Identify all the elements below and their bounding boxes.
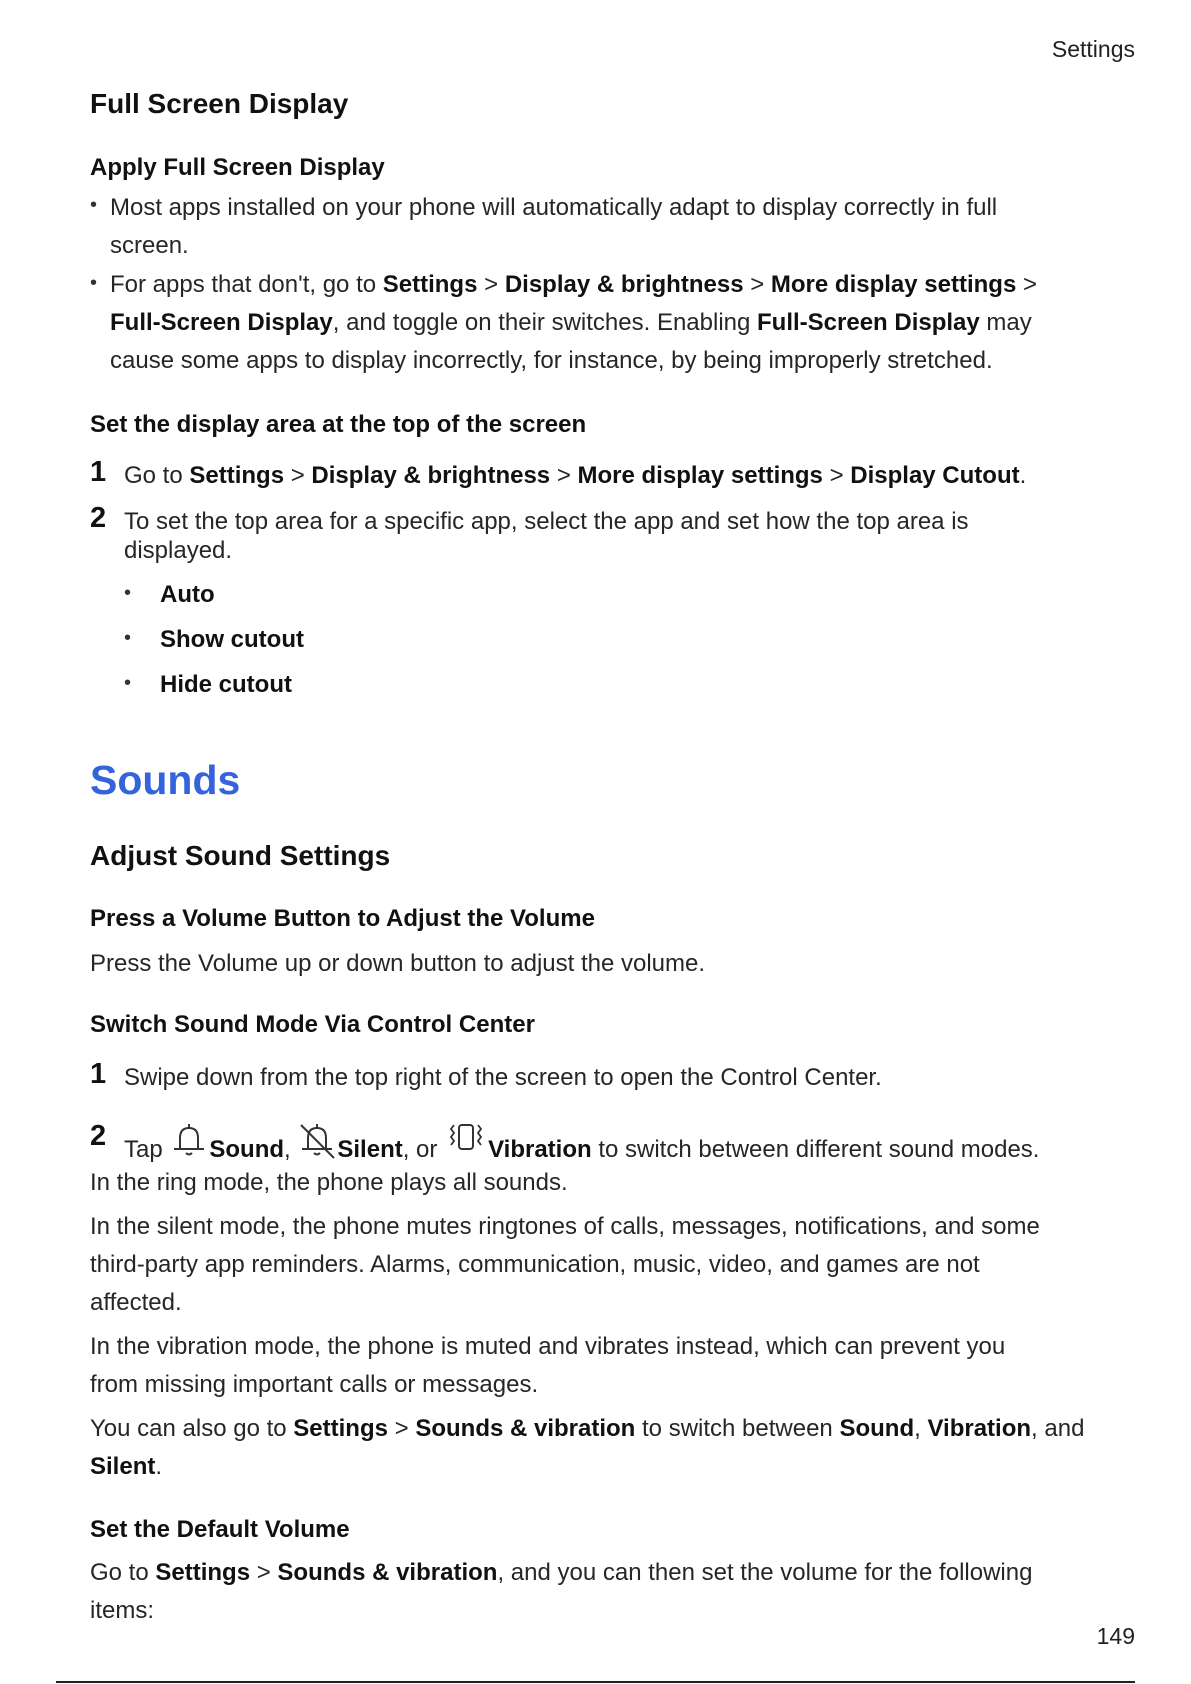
step-number: 1 [90,1058,107,1090]
bullet-dot: • [124,672,132,694]
subsection-title-control-center: Switch Sound Mode Via Control Center [90,1011,535,1038]
footer-rule [56,1681,1135,1683]
bullet-text: screen. [110,232,189,259]
step-text: Go to Settings > Display & brightness > More display settings > Display Cutout. [124,462,1027,489]
step-text: Tap Sound, Silent, or Vibration to switch between different sound modes. [124,1121,1039,1175]
subsection-title-volume-button: Press a Volume Button to Adjust the Volume [90,905,595,932]
paragraph: Press the Volume up or down button to adjust the volume. [90,950,706,977]
paragraph: from missing important calls or messages. [90,1371,539,1398]
subsection-title-top-area: Set the display area at the top of the screen [90,411,587,438]
bullet-text: cause some apps to display incorrectly, for instance, by being improperly stretched. [110,347,993,374]
paragraph: In the silent mode, the phone mutes ringtones of calls, messages, notifications, and some [90,1213,1040,1240]
bullet-dot: • [90,272,98,294]
paragraph: affected. [90,1289,182,1316]
option-item: Hide cutout [160,671,292,698]
step-number: 2 [90,502,107,534]
section-title-full-screen-display: Full Screen Display [90,88,349,119]
paragraph: third-party app reminders. Alarms, communication, music, video, and games are not [90,1251,980,1278]
paragraph: You can also go to Settings > Sounds & vibration to switch between Sound, Vibration, and [90,1415,1085,1442]
paragraph: items: [90,1597,155,1624]
bullet-text: Most apps installed on your phone will automatically adapt to display correctly in full [110,194,998,221]
section-title-adjust-sound: Adjust Sound Settings [90,840,391,871]
subsection-title-apply: Apply Full Screen Display [90,154,385,181]
bullet-text: For apps that don't, go to Settings > Display & brightness > More display settings > [110,271,1037,298]
running-header: Settings [1051,36,1135,62]
option-item: Show cutout [160,626,304,653]
page-number: 149 [1096,1623,1135,1649]
paragraph: Silent. [90,1453,163,1480]
paragraph: Go to Settings > Sounds & vibration, and you can then set the volume for the following [90,1559,1033,1586]
step-number: 2 [90,1120,107,1152]
step-number: 1 [90,456,107,488]
paragraph: In the ring mode, the phone plays all sounds. [90,1169,568,1196]
step-text: displayed. [124,537,233,564]
bullet-dot: • [124,582,132,604]
chapter-title-sounds: Sounds [90,757,241,803]
subsection-title-default-volume: Set the Default Volume [90,1516,350,1543]
step-text: Swipe down from the top right of the screen to open the Control Center. [124,1064,882,1091]
bullet-dot: • [124,627,132,649]
option-item: Auto [160,581,215,608]
paragraph: In the vibration mode, the phone is muted and vibrates instead, which can prevent you [90,1333,1006,1360]
bullet-dot: • [90,194,98,216]
step-text: To set the top area for a specific app, select the app and set how the top area is [124,508,969,535]
bullet-text: Full-Screen Display, and toggle on their switches. Enabling Full-Screen Display may [110,309,1032,336]
